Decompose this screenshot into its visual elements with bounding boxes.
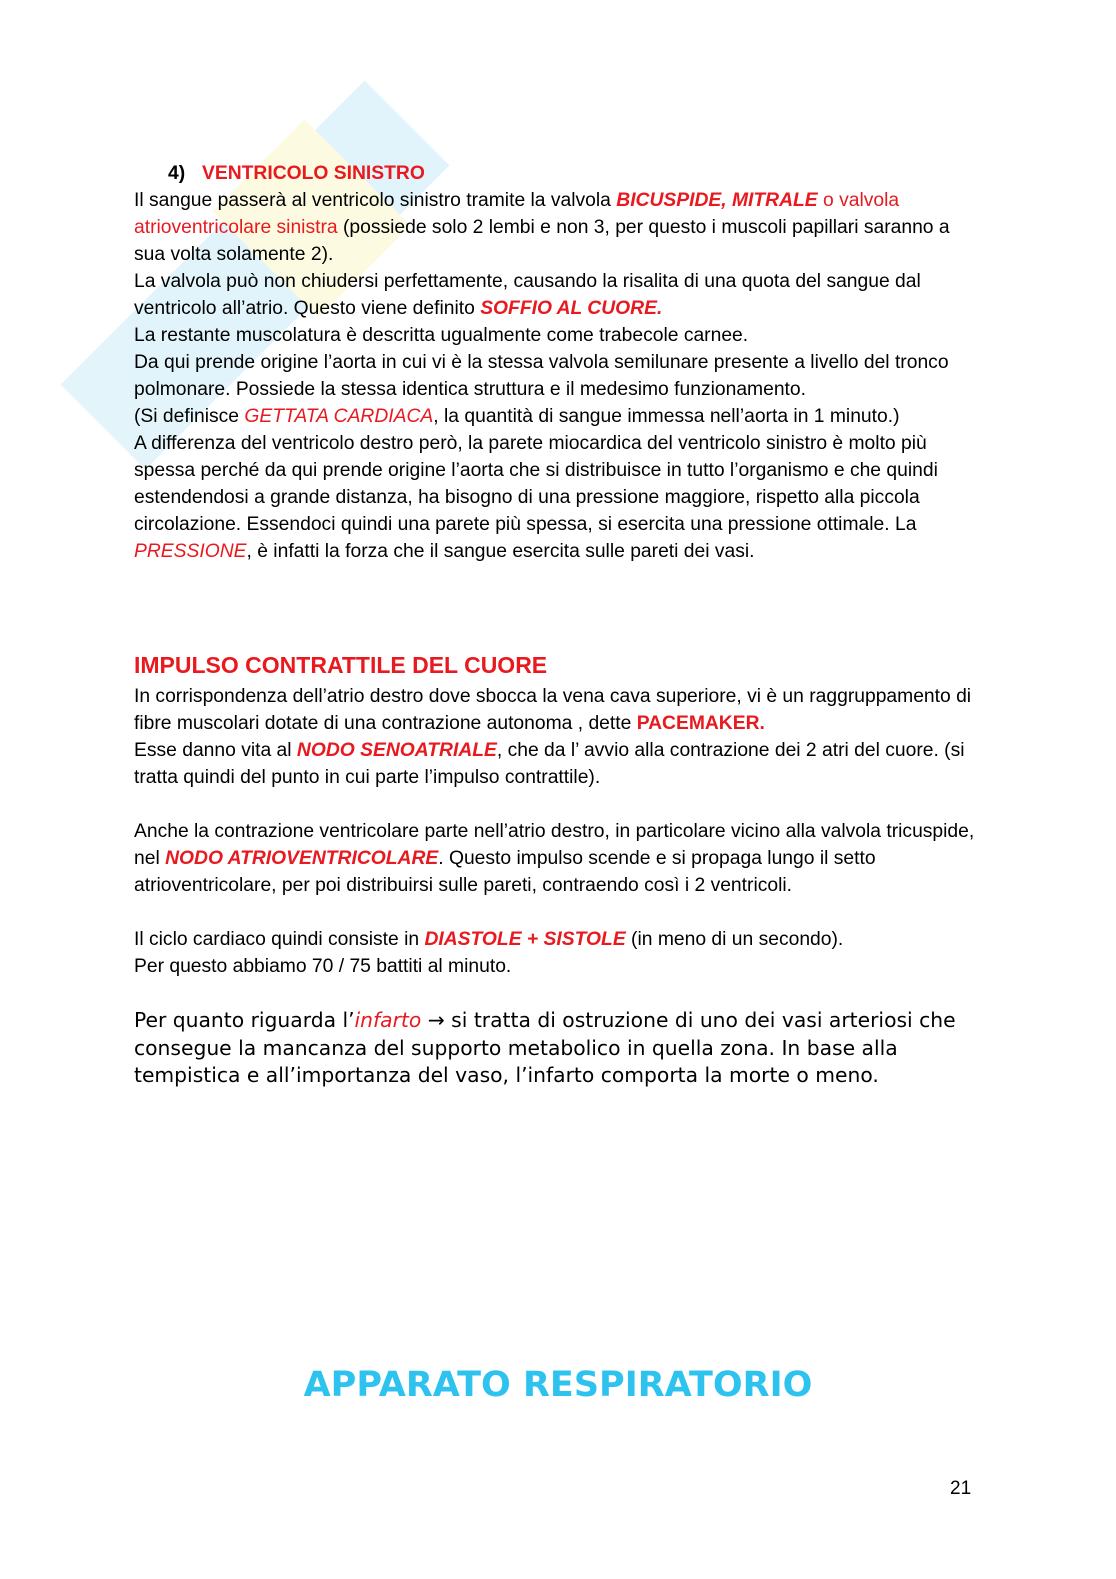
term-infarto: infarto (354, 1008, 422, 1032)
term-diastole-sistole: DIASTOLE + SISTOLE (424, 929, 626, 950)
heading-impulso: IMPULSO CONTRATTILE DEL CUORE (134, 652, 548, 678)
paragraph: In corrispondenza dell’atrio destro dove sbocca la vena cava superiore, vi è un raggruppamento di fibre muscolari dotate di una contrazione autonoma , dette PACEMAKER. (134, 686, 972, 734)
paragraph: Esse danno vita al NODO SENOATRIALE, che da l’ avvio alla contrazione dei 2 atri del cuore. (si tratta quindi del punto in cui parte l’impulso contrattile). (134, 740, 965, 788)
section-ventricolo-sinistro (134, 160, 984, 565)
term-nodo-senoatriale: NODO SENOATRIALE (296, 740, 497, 761)
page-number: 21 (950, 1478, 972, 1499)
paragraph: Anche la contrazione ventricolare parte nell’atrio destro, in particolare vicino alla valvola tricuspide, nel NODO ATRIOVENTRICOLARE. Questo impulso scende e si propaga lungo il setto atrioventricolare, per poi distribuirsi sulle pareti, contraendo così i 2 ventricoli. (134, 821, 975, 896)
section-impulso (134, 683, 984, 1090)
paragraph: Il sangue passerà al ventricolo sinistro tramite la valvola BICUSPIDE, MITRALE o valvola atrioventricolare sinistra (possiede solo 2 lembi e non 3, per questo i muscoli papillari saranno a sua volta solamente 2). (134, 190, 950, 265)
term-soffio: SOFFIO AL CUORE. (480, 298, 663, 319)
paragraph-infarto: Per quanto riguarda l’infarto → si tratta di ostruzione di uno dei vasi arteriosi che consegue la mancanza del supporto metabolico in quella zona. In base alla tempistica e all’importanza del vaso, l’infarto comporta la morte o meno. (134, 1008, 956, 1087)
paragraph: Da qui prende origine l’aorta in cui vi è la stessa valvola semilunare presente a livello del tronco polmonare. Possiede la stessa identica struttura e il medesimo funzionamento. (134, 352, 949, 400)
section-heading: 4) VENTRICOLO SINISTRO (168, 163, 425, 184)
term-bicuspide: BICUSPIDE, MITRALE (616, 190, 818, 211)
paragraph: Per questo abbiamo 70 / 75 battiti al minuto. (134, 956, 512, 977)
paragraph: (Si definisce GETTATA CARDIACA, la quantità di sangue immessa nell’aorta in 1 minuto.) (134, 406, 900, 427)
paragraph: La restante muscolatura è descritta ugualmente come trabecole carnee. (134, 325, 749, 346)
term-nodo-atrioventricolare: NODO ATRIOVENTRICOLARE (165, 848, 439, 869)
paragraph: La valvola può non chiudersi perfettamente, causando la risalita di una quota del sangue dal ventricolo all’atrio. Questo viene definito SOFFIO AL CUORE. (134, 271, 921, 319)
paragraph: Il ciclo cardiaco quindi consiste in DIASTOLE + SISTOLE (in meno di un secondo). (134, 929, 844, 950)
next-chapter-title: APPARATO RESPIRATORIO (303, 1365, 813, 1405)
paragraph: A differenza del ventricolo destro però, la parete miocardica del ventricolo sinistro è molto più spessa perché da qui prende origine l’aorta che si distribuisce in tutto l’organismo e che quindi estendendosi a grande distanza, ha bisogno di una pressione maggiore, rispetto alla piccola circolazione. Essendoci quindi una parete più spessa, si esercita una pressione ottimale. La PRESSIONE, è infatti la forza che il sangue esercita sulle pareti dei vasi. (134, 433, 938, 562)
term-gettata: GETTATA CARDIACA (244, 406, 434, 427)
term-pacemaker: PACEMAKER. (636, 713, 765, 734)
term-pressione: PRESSIONE (134, 541, 247, 562)
